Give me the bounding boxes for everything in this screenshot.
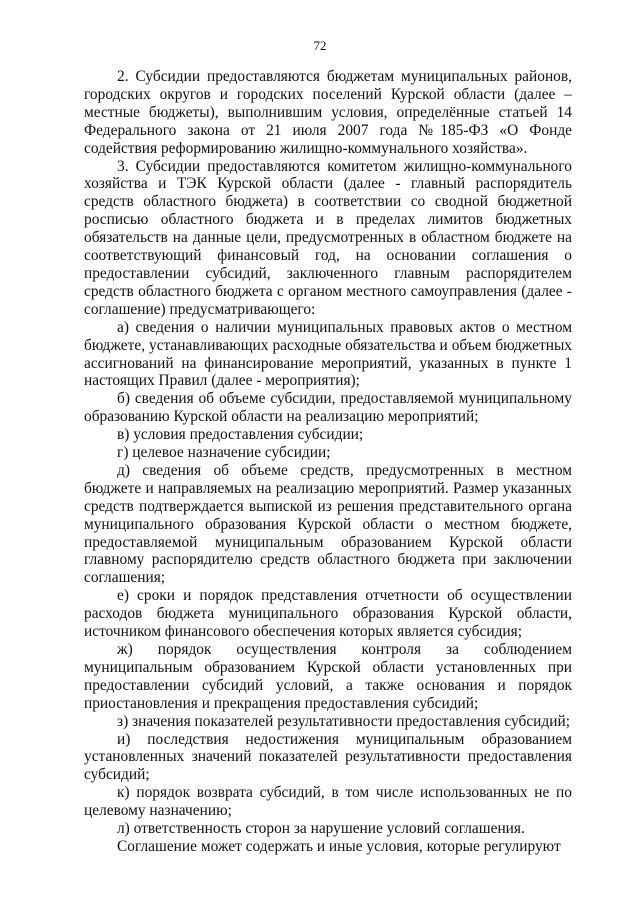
subparagraph-z: з) значения показателей результативности предоставления субсидий;: [117, 712, 570, 730]
subparagraph-zh: ж) порядок осуществления контроля за соблюдением муниципальным образованием Курской области установленных при предоставлении субсидий условий, а также основания и порядок приостановления и прекращения предоставления субсидий;: [84, 641, 572, 712]
subparagraph-e: е) сроки и порядок представления отчетности об осуществлении расходов бюджета муниципального образования Курской области, источником финансового обеспечения которых является субсидия;: [84, 587, 572, 641]
closing-paragraph: Соглашение может содержать и иные условия, которые регулируют: [117, 837, 561, 855]
subparagraph-i: и) последствия недостижения муниципальным образованием установленных значений показателей результативности предоставления субсидий;: [84, 730, 572, 784]
subparagraph-k: к) порядок возврата субсидий, в том числе использованных не по целевому назначению;: [84, 784, 572, 820]
paragraph-item-2: 2. Субсидии предоставляются бюджетам муниципальных районов, городских округов и городских поселений Курской области (далее – местные бюджеты), выполнившим условия, определённые статьей 14 Федерального закона от 21 июля 2007 года №185-ФЗ «О Фонде содействия реформированию жилищно-коммунального хозяйства».: [84, 68, 572, 157]
subparagraph-g: г) целевое назначение субсидии;: [117, 444, 331, 462]
paragraph-item-3: 3. Субсидии предоставляются комитетом жилищно-коммунального хозяйства и ТЭК Курской области (далее - главный распорядитель средств областного бюджета) в соответствии со сводной бюджетной росписью областного бюджета и в пределах лимитов бюджетных обязательств на данные цели, предусмотренных в областном бюджете на соответствующий финансовый год, на основании соглашения о предоставлении субсидий, заключенного главным распорядителем средств областного бюджета с органом местного самоуправления (далее - соглашение) предусматривающего:: [84, 157, 572, 318]
subparagraph-d: д) сведения об объеме средств, предусмотренных в местном бюджете и направляемых на реализацию мероприятий. Размер указанных средств подтверждается выпиской из решения представительного органа муниципального образования Курской области о местном бюджете, предоставляемой муниципальным образованием Курской области главному распорядителю средств областного бюджета при заключении соглашения;: [84, 461, 572, 587]
subparagraph-l: л) ответственность сторон за нарушение условий соглашения.: [117, 820, 525, 838]
subparagraph-v: в) условия предоставления субсидии;: [117, 426, 364, 444]
document-body: [84, 68, 572, 856]
subparagraph-b: б) сведения об объеме субсидии, предоставляемой муниципальному образованию Курской области на реализацию мероприятий;: [84, 390, 572, 426]
page-number: 72: [313, 38, 327, 53]
subparagraph-a: а) сведения о наличии муниципальных правовых актов о местном бюджете, устанавливающих расходные обязательства и объем бюджетных ассигнований на финансирование мероприятий, указанных в пункте 1 настоящих Правил (далее - мероприятия);: [84, 318, 572, 390]
